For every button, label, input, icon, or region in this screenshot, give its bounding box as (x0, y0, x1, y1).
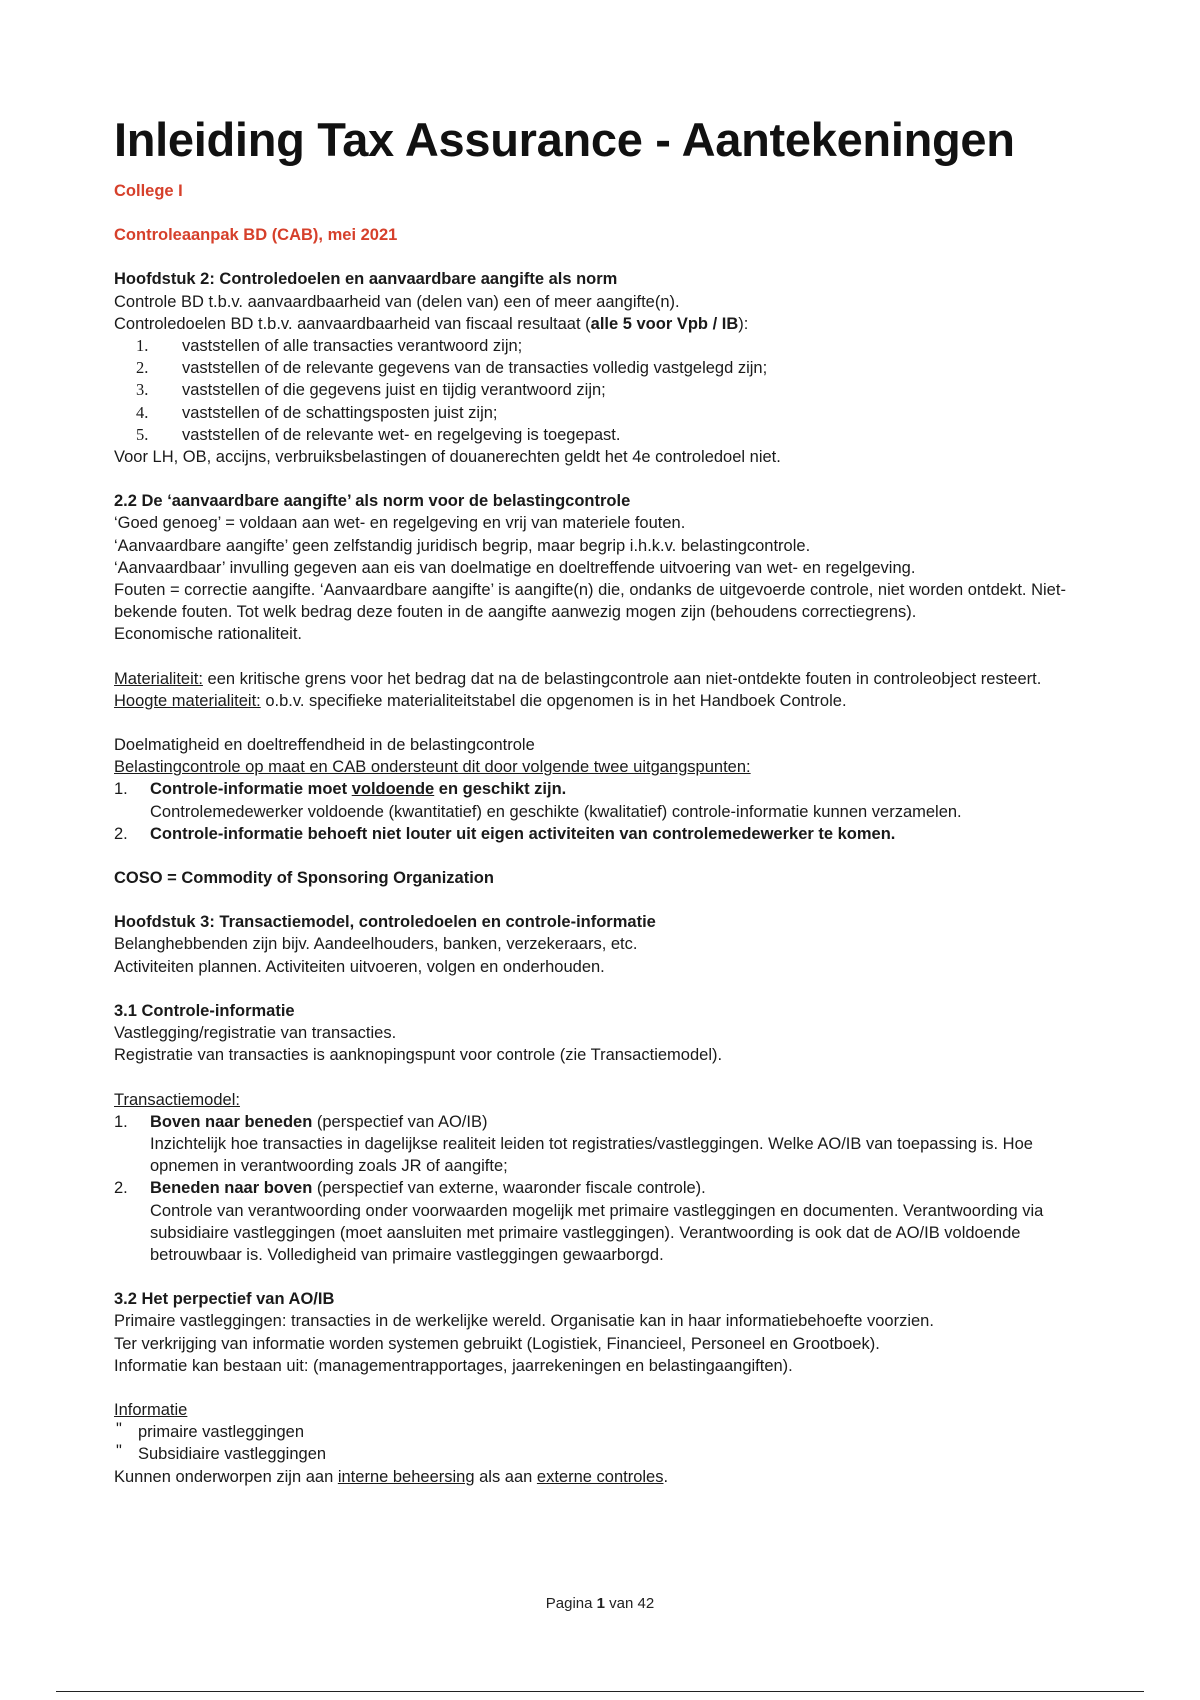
paragraph: Belanghebbenden zijn bijv. Aandeelhouders, banken, verzekeraars, etc. (114, 935, 638, 954)
paragraph: Activiteiten plannen. Activiteiten uitvoeren, volgen en onderhouden. (114, 957, 605, 976)
transaction-model-list (114, 1111, 1094, 1266)
information-label: Informatie (114, 1400, 188, 1419)
list-item: 2. vaststellen of de relevante gegevens van de transacties volledig vastgelegd zijn; (136, 358, 768, 378)
paragraph: Ter verkrijging van informatie worden systemen gebruikt (Logistiek, Financieel, Personeel en Grootboek). (114, 1334, 880, 1353)
list-item: " primaire vastleggingen (116, 1420, 305, 1442)
page-number: Pagina 1 van 42 (545, 1595, 655, 1612)
paragraph: ‘Aanvaardbaar’ invulling gegeven aan eis van doelmatige en doeltreffende uitvoering van wet- en regelgeving. (114, 558, 916, 577)
source-label: Controleaanpak BD (CAB), mei 2021 (114, 226, 398, 245)
page-divider (56, 1691, 1144, 1692)
list-item: 1. Controle-informatie moet voldoende en geschikt zijn. Controlemedewerker voldoende (kwantitatief) en geschikte (kwalitatief) controle-informatie kunnen verzamelen. (114, 780, 962, 821)
materiality-height: Hoogte materialiteit: o.b.v. specifieke materialiteitstabel die opgenomen is in het Handboek Controle. (114, 691, 847, 710)
paragraph: Belastingcontrole op maat en CAB ondersteunt dit door volgende twee uitgangspunten: (114, 758, 751, 777)
transaction-model-label: Transactiemodel: (114, 1090, 240, 1109)
section-3-2-heading: 3.2 Het perpectief van AO/IB (114, 1290, 335, 1309)
list-item: 3. vaststellen of die gegevens juist en tijdig verantwoord zijn; (136, 380, 606, 400)
paragraph: Informatie kan bestaan uit: (managementrapportages, jaarrekeningen en belastingaangiften). (114, 1356, 793, 1375)
materiality-definition: Materialiteit: een kritische grens voor het bedrag dat na de belastingcontrole aan niet-ontdekte fouten in controleobject resteert. (114, 669, 1042, 688)
section-2-2-heading: 2.2 De ‘aanvaardbare aangifte’ als norm voor de belastingcontrole (114, 492, 631, 511)
list-item: 5. vaststellen of de relevante wet- en regelgeving is toegepast. (136, 424, 621, 444)
list-item: 4. vaststellen of de schattingsposten juist zijn; (136, 402, 498, 422)
chapter-2-heading: Hoofdstuk 2: Controledoelen en aanvaardbare aangifte als norm (114, 270, 618, 289)
paragraph: Controle BD t.b.v. aanvaardbaarheid van (delen van) een of meer aangifte(n). (114, 292, 680, 311)
paragraph: Primaire vastleggingen: transacties in de werkelijke wereld. Organisatie kan in haar informatiebehoefte voorzien. (114, 1312, 934, 1331)
paragraph: ‘Aanvaardbare aangifte’ geen zelfstandig juridisch begrip, maar begrip i.h.k.v. belastingcontrole. (114, 536, 811, 555)
paragraph: ‘Goed genoeg’ = voldaan aan wet- en regelgeving en vrij van materiele fouten. (114, 514, 686, 533)
document-page (114, 112, 1094, 1488)
paragraph: Controledoelen BD t.b.v. aanvaardbaarheid van fiscaal resultaat (alle 5 voor Vpb / IB): (114, 314, 749, 333)
college-label: College I (114, 182, 183, 200)
list-item: " Subsidiaire vastleggingen (116, 1442, 327, 1464)
paragraph: Doelmatigheid en doeltreffendheid in de belastingcontrole (114, 736, 535, 755)
paragraph: Fouten = correctie aangifte. ‘Aanvaardbare aangifte’ is aangifte(n) die, ondanks de uitgevoerde controle, niet worden ontdekt. Niet-bekende fouten. Tot welk bedrag deze fouten in de aangifte aanwezig mogen zijn (behoudens correctiegrens). (114, 581, 1066, 622)
list-item: 2. Beneden naar boven (perspectief van externe, waaronder fiscale controle). Controle van verantwoording onder voorwaarden mogelijk met primaire vastleggingen en documenten. Verantwoording via subsidiaire vastleggingen (moet aansluiten met primaire vastleggingen). Verantwoording is ook dat de AO/IB voldoende betrouwbaar is. Volledigheid van primaire vastleggingen gewaarborgd. (114, 1179, 1044, 1264)
section-3-1-heading: 3.1 Controle-informatie (114, 1001, 295, 1020)
information-list (114, 1421, 1094, 1465)
document-title: Inleiding Tax Assurance - Aantekeningen (114, 113, 1015, 166)
chapter-3-heading: Hoofdstuk 3: Transactiemodel, controledoelen en controle-informatie (114, 913, 656, 932)
list-item: 1. vaststellen of alle transacties verantwoord zijn; (136, 336, 523, 356)
paragraph: Voor LH, OB, accijns, verbruiksbelastingen of douanerechten geldt het 4e controledoel niet. (114, 448, 781, 467)
list-item: 2. Controle-informatie behoeft niet louter uit eigen activiteiten van controlemedewerker te komen. (114, 824, 896, 843)
control-goals-list (114, 335, 1094, 446)
coso-definition: COSO = Commodity of Sponsoring Organization (114, 869, 494, 888)
list-item: 1. Boven naar beneden (perspectief van AO/IB) Inzichtelijk hoe transacties in dagelijkse realiteit leiden tot registraties/vastleggingen. Welke AO/IB van toepassing is. Hoe opnemen in verantwoording zoals JR of aangifte; (114, 1112, 1033, 1176)
paragraph: Vastlegging/registratie van transacties. (114, 1024, 397, 1043)
paragraph: Kunnen onderworpen zijn aan interne beheersing als aan externe controles. (114, 1467, 669, 1486)
principles-list (114, 778, 1094, 845)
paragraph: Registratie van transacties is aanknopingspunt voor controle (zie Transactiemodel). (114, 1046, 723, 1065)
paragraph: Economische rationaliteit. (114, 625, 303, 644)
